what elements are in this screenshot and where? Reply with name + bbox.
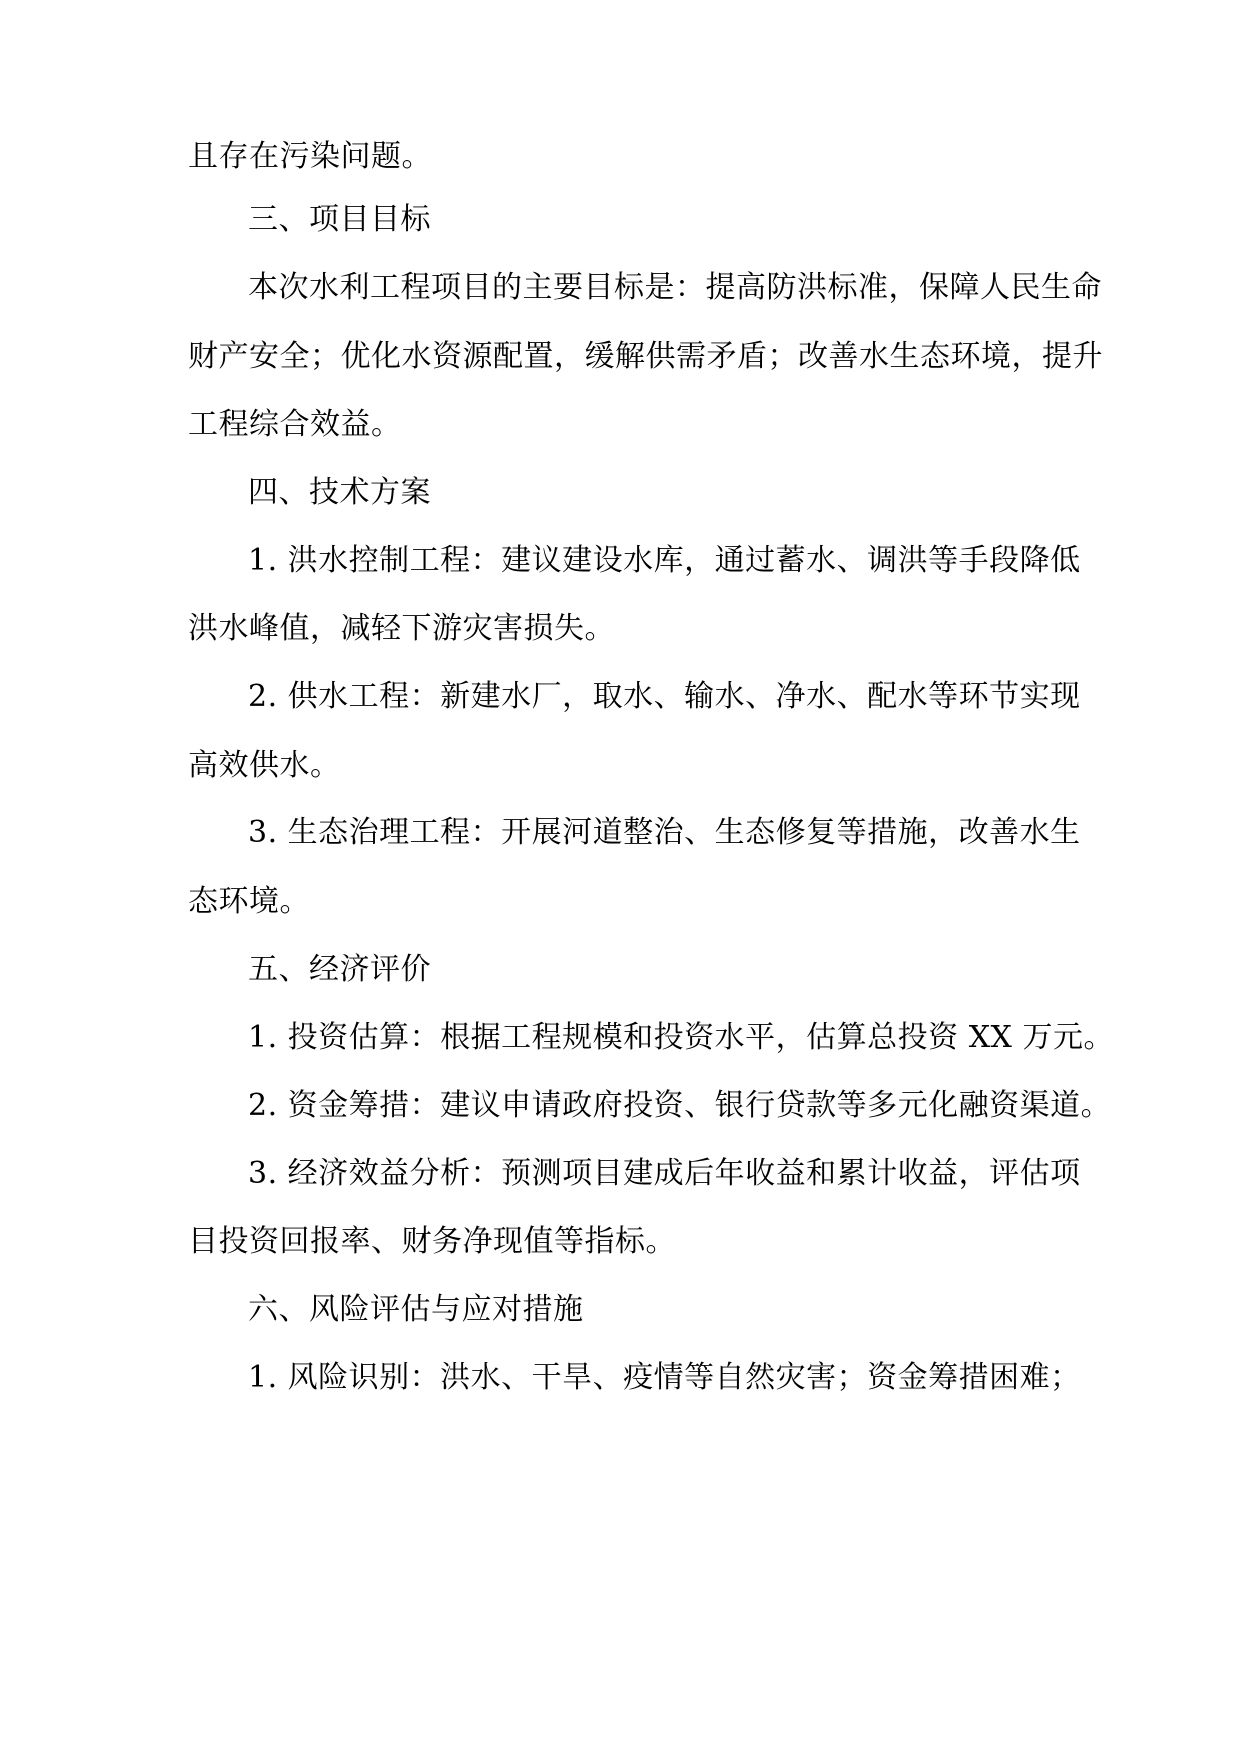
- list-item-line: 1. 投资估算：根据工程规模和投资水平，估算总投资 XX 万元。: [248, 1020, 1114, 1055]
- list-item-line: 高效供水。: [188, 748, 341, 783]
- list-item-line: 3. 生态治理工程：开展河道整治、生态修复等措施，改善水生: [248, 815, 1081, 850]
- section-heading: 四、技术方案: [248, 475, 431, 510]
- body-text-line: 本次水利工程项目的主要目标是：提高防洪标准，保障人民生命: [248, 270, 1102, 305]
- list-item-line: 1. 风险识别：洪水、干旱、疫情等自然灾害；资金筹措困难；: [248, 1360, 1081, 1395]
- list-item-line: 洪水峰值，减轻下游灾害损失。: [188, 611, 615, 646]
- body-text-line: 且存在污染问题。: [188, 139, 432, 174]
- list-item-line: 态环境。: [188, 884, 310, 919]
- section-heading: 六、风险评估与应对措施: [248, 1292, 584, 1327]
- list-item-line: 2. 供水工程：新建水厂，取水、输水、净水、配水等环节实现: [248, 679, 1081, 714]
- section-heading: 五、经济评价: [248, 952, 431, 987]
- list-item-line: 2. 资金筹措：建议申请政府投资、银行贷款等多元化融资渠道。: [248, 1088, 1112, 1123]
- section-heading: 三、项目目标: [248, 202, 431, 237]
- body-text-line: 工程综合效益。: [188, 407, 402, 442]
- list-item-line: 目投资回报率、财务净现值等指标。: [188, 1224, 676, 1259]
- body-text-line: 财产安全；优化水资源配置，缓解供需矛盾；改善水生态环境，提升: [188, 339, 1103, 374]
- list-item-line: 3. 经济效益分析：预测项目建成后年收益和累计收益，评估项: [248, 1156, 1081, 1191]
- list-item-line: 1. 洪水控制工程：建议建设水库，通过蓄水、调洪等手段降低: [248, 543, 1081, 578]
